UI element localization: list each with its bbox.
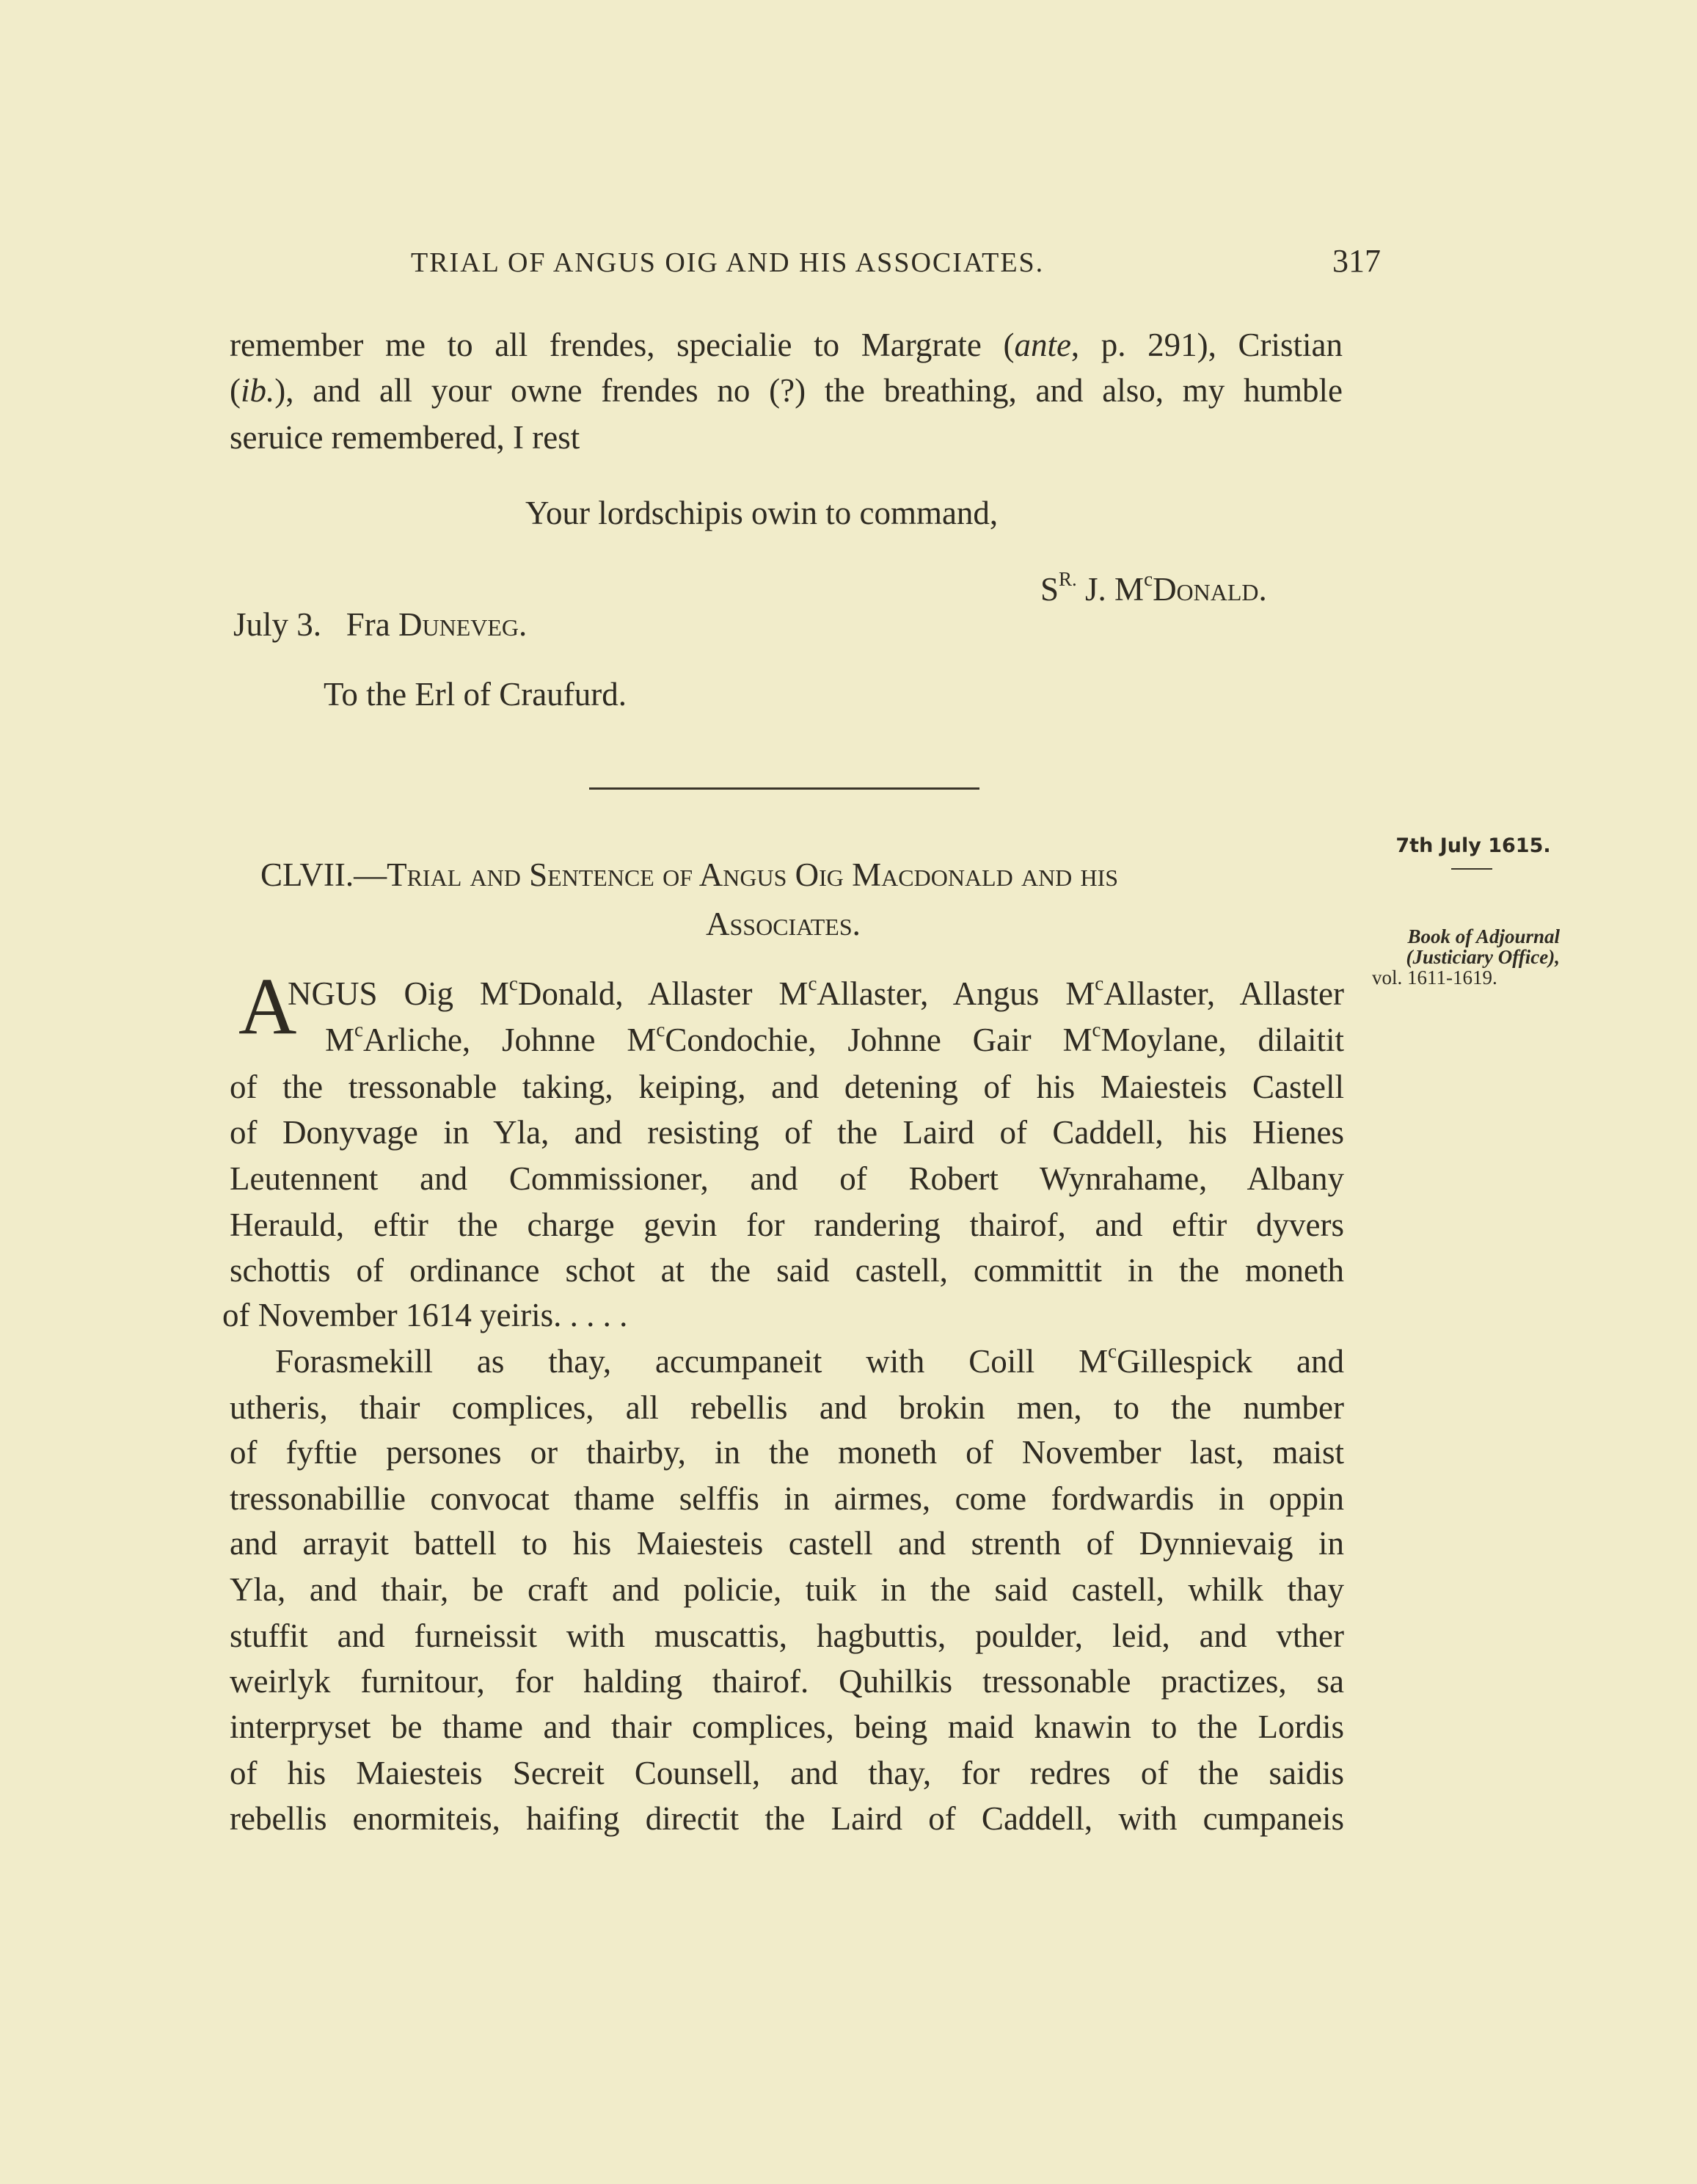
paragraph2-line-5: and arrayit battell to his Maiesteis castell and strenth of Dynnievaig in: [230, 1525, 1344, 1562]
paragraph1-line-3: of the tressonable taking, keiping, and detening of his Maiesteis Castell: [230, 1069, 1344, 1105]
margin-ref-office: (Justiciary Office),: [1406, 946, 1560, 968]
paragraph2-line-10: of his Maiesteis Secreit Counsell, and thay, for redres of the saidis: [230, 1755, 1344, 1791]
margin-ref-book: Book of Adjournal: [1407, 925, 1560, 947]
letter-line-3: seruice remembered, I rest: [230, 419, 580, 456]
paragraph2-line-4: tressonabillie convocat thame selffis in airmes, come fordwardis in oppin: [230, 1480, 1344, 1517]
paragraph2-line-2: utheris, thair complices, all rebellis and brokin men, to the number: [230, 1389, 1344, 1426]
letter-closing: Your lordschipis owin to command,: [525, 495, 999, 531]
margin-ref-volume: vol. 1611-1619.: [1372, 967, 1497, 989]
letter-line-2: (ib.), and all your owne frendes no (?) the breathing, and also, my humble: [230, 372, 1343, 409]
paragraph2-line-9: interpryset be thame and thair complices, being maid knawin to the Lordis: [230, 1708, 1344, 1745]
page-number: 317: [1332, 243, 1381, 279]
paragraph1-line-2: $M^cArliche$, Johnne $M^cCondochie$, Johnne Gair $M^cMoylane$, dilaitit: [325, 1018, 1344, 1058]
paragraph2-line-3: of fyftie persones or thairby, in the moneth of November last, maist: [230, 1434, 1344, 1471]
letter-address: To the Erl of Craufurd.: [324, 676, 627, 713]
section-heading: CLVII.—Trial and Sentence of Angus Oig Macdonald and his: [260, 856, 1119, 893]
paragraph2-line-11: rebellis enormiteis, haifing directit the Laird of Caddell, with cumpaneis: [230, 1800, 1344, 1837]
margin-source-reference: [1369, 926, 1560, 988]
paragraph2-line-6: Yla, and thair, be craft and policie, tuik in the said castell, whilk thay: [230, 1571, 1344, 1608]
letter-line-1: remember me to all frendes, specialie to Margrate (ante, p. 291), Cristian: [230, 327, 1343, 363]
paragraph1-line-5: Leutennent and Commissioner, and of Robert Wynrahame, Albany: [230, 1160, 1344, 1197]
paragraph1-line-4: of Donyvage in Yla, and resisting of the Laird of Caddell, his Hienes: [230, 1114, 1344, 1151]
margin-date: 7th July 1615.: [1395, 834, 1551, 857]
paragraph1-line-7: schottis of ordinance schot at the said castell, committit in the moneth: [230, 1252, 1344, 1289]
letter-date-place: July 3. Fra Duneveg.: [233, 606, 528, 643]
paragraph1-line-6: Herauld, eftir the charge gevin for randering thairof, and eftir dyvers: [230, 1206, 1344, 1243]
margin-dash: [1451, 868, 1492, 870]
section-heading-continued: Associates.: [706, 906, 861, 942]
paragraph1-line-1: NGUS Oig $M^cDonald$, Allaster $M^cAllaster$, Angus $M^cAllaster$, Allaster: [288, 972, 1344, 1012]
section-divider: [589, 787, 979, 790]
paragraph1-line-8: of November 1614 yeiris. . . . .: [222, 1297, 628, 1333]
paragraph2-line-7: stuffit and furneissit with muscattis, hagbuttis, poulder, leid, and vther: [230, 1617, 1344, 1654]
paragraph2-line-8: weirlyk furnitour, for halding thairof. Quhilkis tressonable practizes, sa: [230, 1663, 1344, 1700]
paragraph2-line-1: Forasmekill as thay, accumpaneit with Coill $M^cGillespick$ and: [275, 1339, 1344, 1380]
letter-signature: $S^{R.}$ J. $M^cDonald$.: [1040, 567, 1267, 608]
running-head: TRIAL OF ANGUS OIG AND HIS ASSOCIATES.: [411, 247, 1045, 278]
drop-cap: A: [238, 961, 297, 1051]
